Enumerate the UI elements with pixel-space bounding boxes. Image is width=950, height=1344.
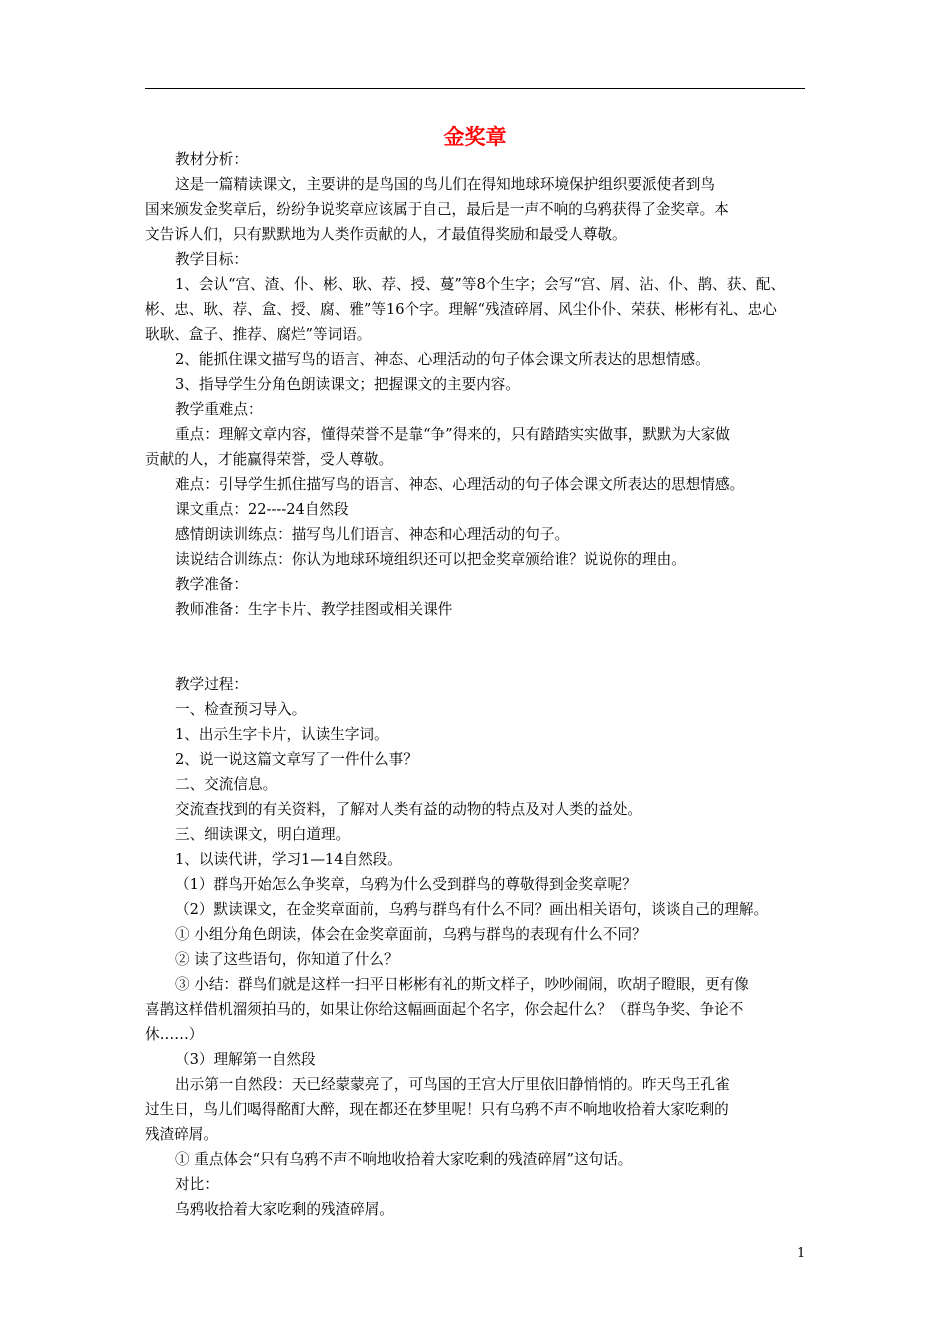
paragraph-line: 1、出示生字卡片，认读生字词。 [175, 726, 389, 743]
paragraph-line: 一、检查预习导入。 [175, 701, 307, 718]
paragraph-line: 彬、忠、耿、荐、盒、授、腐、雅”等16个字。理解“残渣碎屑、风尘仆仆、荣获、彬彬有礼、忠心 [145, 301, 777, 318]
paragraph-line: 过生日，鸟儿们喝得酩酊大醉，现在都还在梦里呢！只有乌鸦不声不响地收拾着大家吃剩的 [145, 1101, 729, 1118]
paragraph-line: 二、交流信息。 [175, 776, 278, 793]
header-rule [145, 88, 805, 89]
heading-teaching-prep: 教学准备： [175, 576, 248, 593]
paragraph-line: 喜鹊这样借机溜须拍马的，如果让你给这幅画面起个名字，你会起什么？（群鸟争奖、争论不 [145, 1001, 744, 1018]
paragraph-line: 残渣碎屑。 [145, 1126, 218, 1143]
paragraph-line: 出示第一自然段：天已经蒙蒙亮了，可鸟国的王宫大厅里依旧静悄悄的。昨天鸟王孔雀 [175, 1076, 730, 1093]
paragraph-line: （2）默读课文，在金奖章面前，乌鸦与群鸟有什么不同？画出相关语句，谈谈自己的理解。 [175, 901, 769, 918]
paragraph-line: 教师准备：生字卡片、教学挂图或相关课件 [175, 601, 453, 618]
paragraph-line: 1、会认“宫、渣、仆、彬、耿、荐、授、蔓”等8个生字；会写“宫、屑、沾、仆、鹊、获、配、 [175, 276, 786, 293]
paragraph-line: 3、指导学生分角色朗读课文；把握课文的主要内容。 [175, 376, 520, 393]
document-title: 金奖章 [443, 125, 507, 149]
heading-teaching-goals: 教学目标： [175, 251, 248, 268]
paragraph-line: 对比： [175, 1176, 219, 1193]
paragraph-line: 国来颁发金奖章后，纷纷争说奖章应该属于自己，最后是一声不响的乌鸦获得了金奖章。本 [145, 201, 729, 218]
paragraph-line: 耿耿、盒子、推荐、腐烂”等词语。 [145, 326, 372, 343]
paragraph-line: （3）理解第一自然段 [175, 1051, 316, 1068]
heading-material-analysis: 教材分析： [175, 151, 248, 168]
heading-teaching-process: 教学过程： [175, 676, 248, 693]
paragraph-line: ③ 小结：群鸟们就是这样一扫平日彬彬有礼的斯文样子，吵吵闹闹，吹胡子瞪眼，更有像 [175, 976, 749, 993]
paragraph-line: 交流查找到的有关资料，了解对人类有益的动物的特点及对人类的益处。 [175, 801, 643, 818]
paragraph-line: 乌鸦收拾着大家吃剩的残渣碎屑。 [175, 1201, 394, 1218]
paragraph-line: 读说结合训练点：你认为地球环境组织还可以把金奖章颁给谁？说说你的理由。 [175, 551, 686, 568]
paragraph-line: 重点：理解文章内容，懂得荣誉不是靠“争”得来的，只有踏踏实实做事，默默为大家做 [175, 426, 730, 443]
paragraph-line: 贡献的人，才能赢得荣誉，受人尊敬。 [145, 451, 394, 468]
paragraph-line: 休……） [145, 1026, 204, 1043]
heading-key-difficulties: 教学重难点： [175, 401, 263, 418]
paragraph-line: 课文重点：22----24自然段 [175, 501, 349, 518]
paragraph-line: ① 小组分角色朗读，体会在金奖章面前，乌鸦与群鸟的表现有什么不同？ [175, 926, 647, 943]
paragraph-line: ② 读了这些语句，你知道了什么？ [175, 951, 399, 968]
paragraph-line: 感情朗读训练点：描写鸟儿们语言、神态和心理活动的句子。 [175, 526, 570, 543]
paragraph-line: 1、以读代讲，学习1—14自然段。 [175, 851, 402, 868]
paragraph-line: 难点：引导学生抓住描写鸟的语言、神态、心理活动的句子体会课文所表达的思想情感。 [175, 476, 745, 493]
paragraph-line: 这是一篇精读课文，主要讲的是鸟国的鸟儿们在得知地球环境保护组织要派使者到鸟 [175, 176, 715, 193]
paragraph-line: 2、说一说这篇文章写了一件什么事？ [175, 751, 418, 768]
paragraph-line: 文告诉人们，只有默默地为人类作贡献的人，才最值得奖励和最受人尊敬。 [145, 226, 627, 243]
page-number: 1 [797, 1246, 806, 1261]
paragraph-line: 三、细读课文，明白道理。 [175, 826, 351, 843]
paragraph-line: 2、能抓住课文描写鸟的语言、神态、心理活动的句子体会课文所表达的思想情感。 [175, 351, 710, 368]
paragraph-line: ① 重点体会“只有乌鸦不声不响地收拾着大家吃剩的残渣碎屑”这句话。 [175, 1151, 633, 1168]
paragraph-line: （1）群鸟开始怎么争奖章，乌鸦为什么受到群鸟的尊敬得到金奖章呢？ [175, 876, 637, 893]
